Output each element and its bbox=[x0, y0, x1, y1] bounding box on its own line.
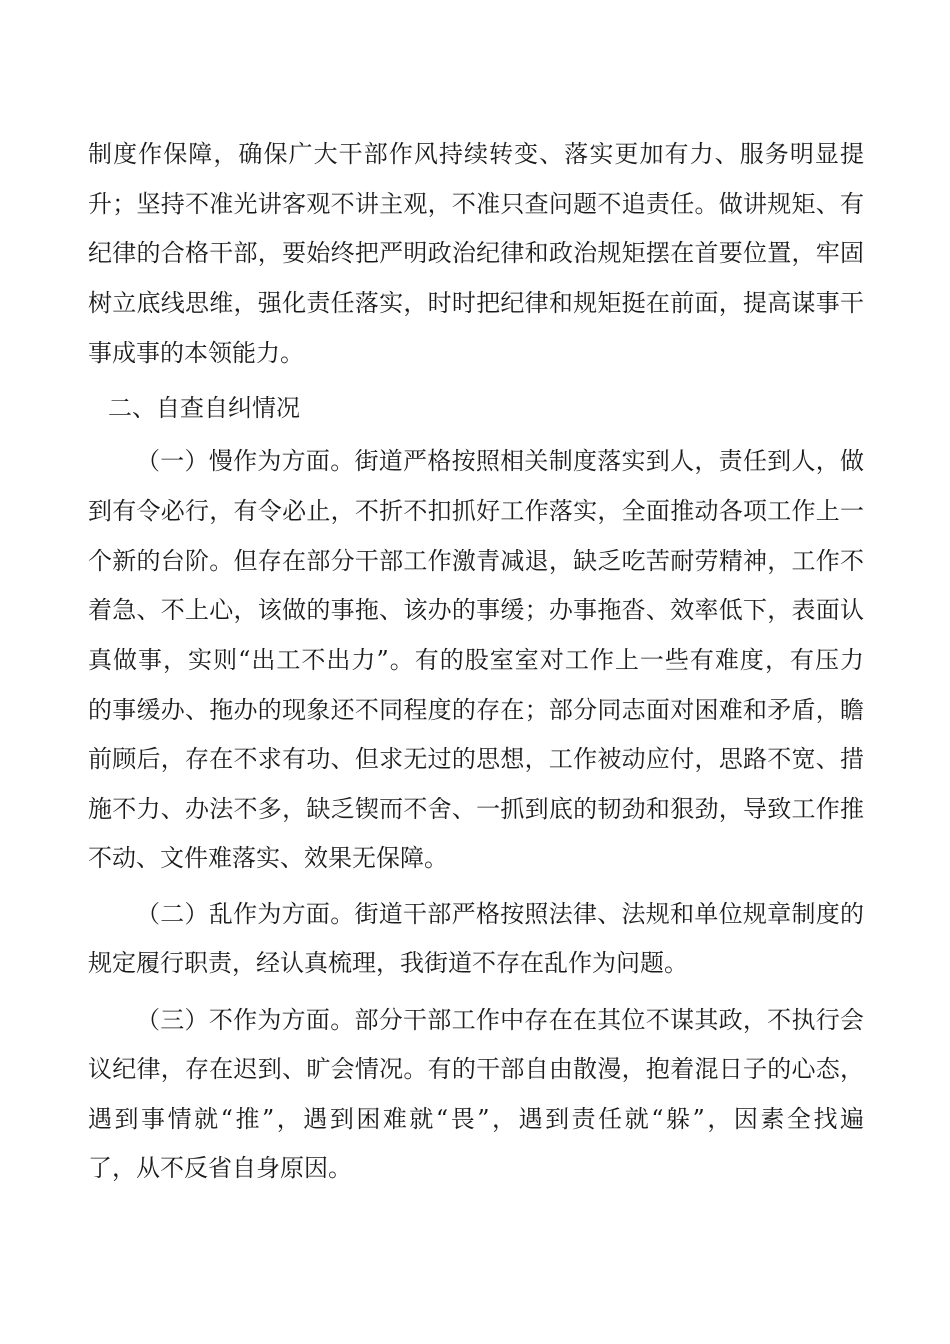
text-line: 着急、不上心，该做的事拖、该办的事缓；办事拖沓、效率低下，表面认 bbox=[88, 596, 864, 624]
text-line: （二）乱作为方面。街道干部严格按照法律、法规和单位规章制度的 bbox=[136, 900, 864, 928]
text-line: 个新的台阶。但存在部分干部工作激青减退，缺乏吃苦耐劳精神，工作不 bbox=[88, 547, 864, 575]
text-line: 施不力、办法不多，缺乏锲而不舍、一抓到底的韧劲和狠劲，导致工作推 bbox=[88, 795, 864, 823]
text-line: 议纪律，存在迟到、旷会情况。有的干部自由散漫，抱着混日子的心态， bbox=[88, 1055, 864, 1083]
text-line: （一）慢作为方面。街道严格按照相关制度落实到人，责任到人，做 bbox=[136, 447, 864, 475]
text-line: 制度作保障，确保广大干部作风持续转变、落实更加有力、服务明显提 bbox=[88, 140, 864, 168]
text-line: 升；坚持不准光讲客观不讲主观，不准只查问题不追责任。做讲规矩、有 bbox=[88, 190, 864, 218]
text-line: 的事缓办、拖办的现象还不同程度的存在；部分同志面对困难和矛盾，瞻 bbox=[88, 696, 864, 724]
text-line: 了，从不反省自身原因。 bbox=[88, 1154, 352, 1182]
text-line: 不动、文件难落实、效果无保障。 bbox=[88, 844, 448, 872]
text-line: 事成事的本领能力。 bbox=[88, 339, 304, 367]
section-heading: 二、自查自纠情况 bbox=[108, 394, 300, 422]
text-line: 真做事，实则“出工不出力”。有的股室室对工作上一些有难度，有压力 bbox=[88, 646, 864, 674]
text-line: 纪律的合格干部，要始终把严明政治纪律和政治规矩摆在首要位置，牢固 bbox=[88, 239, 864, 267]
text-line: 遇到事情就“推”，遇到困难就“畏”，遇到责任就“躲”，因素全找遍 bbox=[88, 1105, 864, 1133]
text-line: 到有令必行，有令必止，不折不扣抓好工作落实，全面推动各项工作上一 bbox=[88, 497, 864, 525]
text-line: （三）不作为方面。部分干部工作中存在在其位不谋其政，不执行会 bbox=[136, 1006, 864, 1034]
text-line: 前顾后，存在不求有功、但求无过的思想，工作被动应付，思路不宽、措 bbox=[88, 745, 864, 773]
text-line: 规定履行职责，经认真梳理，我街道不存在乱作为问题。 bbox=[88, 949, 688, 977]
text-line: 树立底线思维，强化责任落实，时时把纪律和规矩挺在前面，提高谋事干 bbox=[88, 289, 864, 317]
